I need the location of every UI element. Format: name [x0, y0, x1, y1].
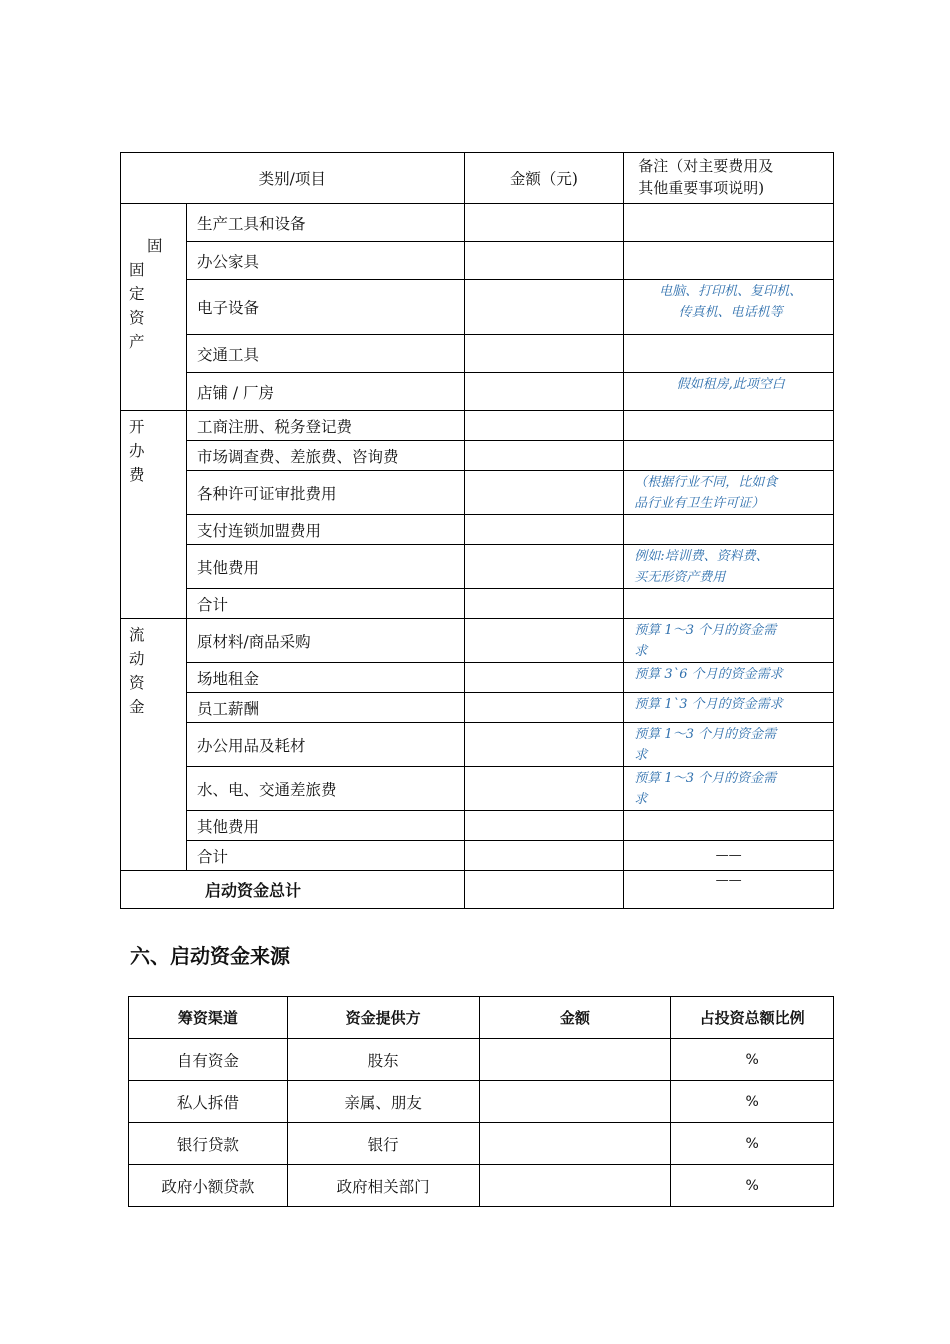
section-title: 六、启动资金来源 [130, 944, 290, 968]
ratio-cell[interactable]: % [671, 1039, 834, 1081]
amount-cell[interactable] [479, 1081, 671, 1123]
item-label: 原材料/商品采购 [186, 619, 464, 663]
amount-cell[interactable] [464, 411, 624, 441]
item-label: 各种许可证审批费用 [186, 471, 464, 515]
amount-cell[interactable] [464, 373, 624, 411]
header-channel: 筹资渠道 [129, 997, 288, 1039]
note-cell: 预算 1～3 个月的资金需 求 [624, 723, 834, 767]
header-note [624, 153, 834, 204]
subtotal-row [121, 841, 834, 871]
channel-cell: 自有资金 [129, 1039, 288, 1081]
note-cell: 例如:培训费、资料费、 买无形资产费用 [624, 545, 834, 589]
item-label: 其他费用 [186, 811, 464, 841]
header-note-line1: 备注（对主要费用及 [638, 157, 774, 175]
table-row [121, 515, 834, 545]
amount-cell[interactable] [464, 663, 624, 693]
note-cell: 电脑、打印机、复印机、 传真机、电话机等 [624, 280, 834, 335]
table-row [121, 441, 834, 471]
ratio-cell[interactable]: % [671, 1081, 834, 1123]
amount-cell[interactable] [464, 767, 624, 811]
ratio-cell[interactable]: % [671, 1165, 834, 1207]
header-amount: 金额 [479, 997, 671, 1039]
category-working-capital: 流 动 资 金 [121, 619, 187, 871]
note-cell [624, 411, 834, 441]
amount-cell[interactable] [464, 335, 624, 373]
amount-cell[interactable] [479, 1165, 671, 1207]
amount-cell[interactable] [464, 441, 624, 471]
table-header-row [121, 153, 834, 204]
header-amount: 金额（元) [464, 153, 624, 204]
amount-cell[interactable] [464, 204, 624, 242]
amount-cell[interactable] [464, 515, 624, 545]
table-row [121, 373, 834, 411]
table-row [121, 204, 834, 242]
amount-cell[interactable] [464, 841, 624, 871]
amount-cell[interactable] [464, 471, 624, 515]
item-label: 员工薪酬 [186, 693, 464, 723]
channel-cell: 政府小额贷款 [129, 1165, 288, 1207]
funding-sources-table [128, 996, 834, 1207]
provider-cell: 政府相关部门 [287, 1165, 479, 1207]
grand-total-row [121, 871, 834, 909]
note-cell: （根据行业不同，比如食 品行业有卫生许可证） [624, 471, 834, 515]
sources-header-row [129, 997, 834, 1039]
item-label: 生产工具和设备 [186, 204, 464, 242]
note-cell [624, 242, 834, 280]
note-cell [624, 204, 834, 242]
note-cell: 预算 3`6 个月的资金需求 [624, 663, 834, 693]
table-row [121, 242, 834, 280]
table-row [121, 545, 834, 589]
table-row [121, 693, 834, 723]
amount-cell[interactable] [464, 723, 624, 767]
table-row [129, 1123, 834, 1165]
amount-cell[interactable] [464, 589, 624, 619]
note-cell: 预算 1～3 个月的资金需 求 [624, 619, 834, 663]
startup-budget-table [120, 152, 834, 909]
item-label: 办公家具 [186, 242, 464, 280]
table-row [121, 811, 834, 841]
header-note-line2: 其他重要事项说明) [638, 179, 765, 197]
category-fixed-assets: 固 固 定 资 产 [121, 204, 187, 411]
table-row [121, 471, 834, 515]
table-row [129, 1039, 834, 1081]
provider-cell: 亲属、朋友 [287, 1081, 479, 1123]
item-label: 办公用品及耗材 [186, 723, 464, 767]
provider-cell: 股东 [287, 1039, 479, 1081]
note-cell [624, 335, 834, 373]
item-label: 市场调查费、差旅费、咨询费 [186, 441, 464, 471]
channel-cell: 私人拆借 [129, 1081, 288, 1123]
note-cell: 预算 1～3 个月的资金需 求 [624, 767, 834, 811]
table-row [121, 663, 834, 693]
amount-cell[interactable] [464, 693, 624, 723]
provider-cell: 银行 [287, 1123, 479, 1165]
note-cell [624, 441, 834, 471]
grand-total-amount-cell[interactable] [464, 871, 624, 909]
item-label: 店铺 / 厂房 [186, 373, 464, 411]
table-row [121, 767, 834, 811]
grand-total-label: 启动资金总计 [121, 871, 465, 909]
item-label: 其他费用 [186, 545, 464, 589]
item-label: 合计 [186, 841, 464, 871]
amount-cell[interactable] [464, 280, 624, 335]
header-provider: 资金提供方 [287, 997, 479, 1039]
amount-cell[interactable] [464, 242, 624, 280]
amount-cell[interactable] [464, 545, 624, 589]
table-row [129, 1081, 834, 1123]
amount-cell[interactable] [479, 1123, 671, 1165]
table-row [121, 280, 834, 335]
category-startup-costs: 开 办 费 [121, 411, 187, 619]
amount-cell[interactable] [464, 811, 624, 841]
table-row [121, 335, 834, 373]
table-row [129, 1165, 834, 1207]
item-label: 合计 [186, 589, 464, 619]
amount-cell[interactable] [479, 1039, 671, 1081]
note-dash: —— [624, 841, 834, 871]
subtotal-row [121, 589, 834, 619]
note-cell: 预算 1`3 个月的资金需求 [624, 693, 834, 723]
header-category: 类别/项目 [121, 153, 465, 204]
ratio-cell[interactable]: % [671, 1123, 834, 1165]
channel-cell: 银行贷款 [129, 1123, 288, 1165]
item-label: 工商注册、税务登记费 [186, 411, 464, 441]
table-row [121, 723, 834, 767]
note-dash: —— [624, 871, 834, 909]
note-cell [624, 515, 834, 545]
table-row [121, 619, 834, 663]
item-label: 电子设备 [186, 280, 464, 335]
item-label: 场地租金 [186, 663, 464, 693]
table-row [121, 411, 834, 441]
note-cell [624, 811, 834, 841]
note-cell: 假如租房,此项空白 [624, 373, 834, 411]
amount-cell[interactable] [464, 619, 624, 663]
item-label: 交通工具 [186, 335, 464, 373]
item-label: 水、电、交通差旅费 [186, 767, 464, 811]
note-cell [624, 589, 834, 619]
header-ratio: 占投资总额比例 [671, 997, 834, 1039]
item-label: 支付连锁加盟费用 [186, 515, 464, 545]
